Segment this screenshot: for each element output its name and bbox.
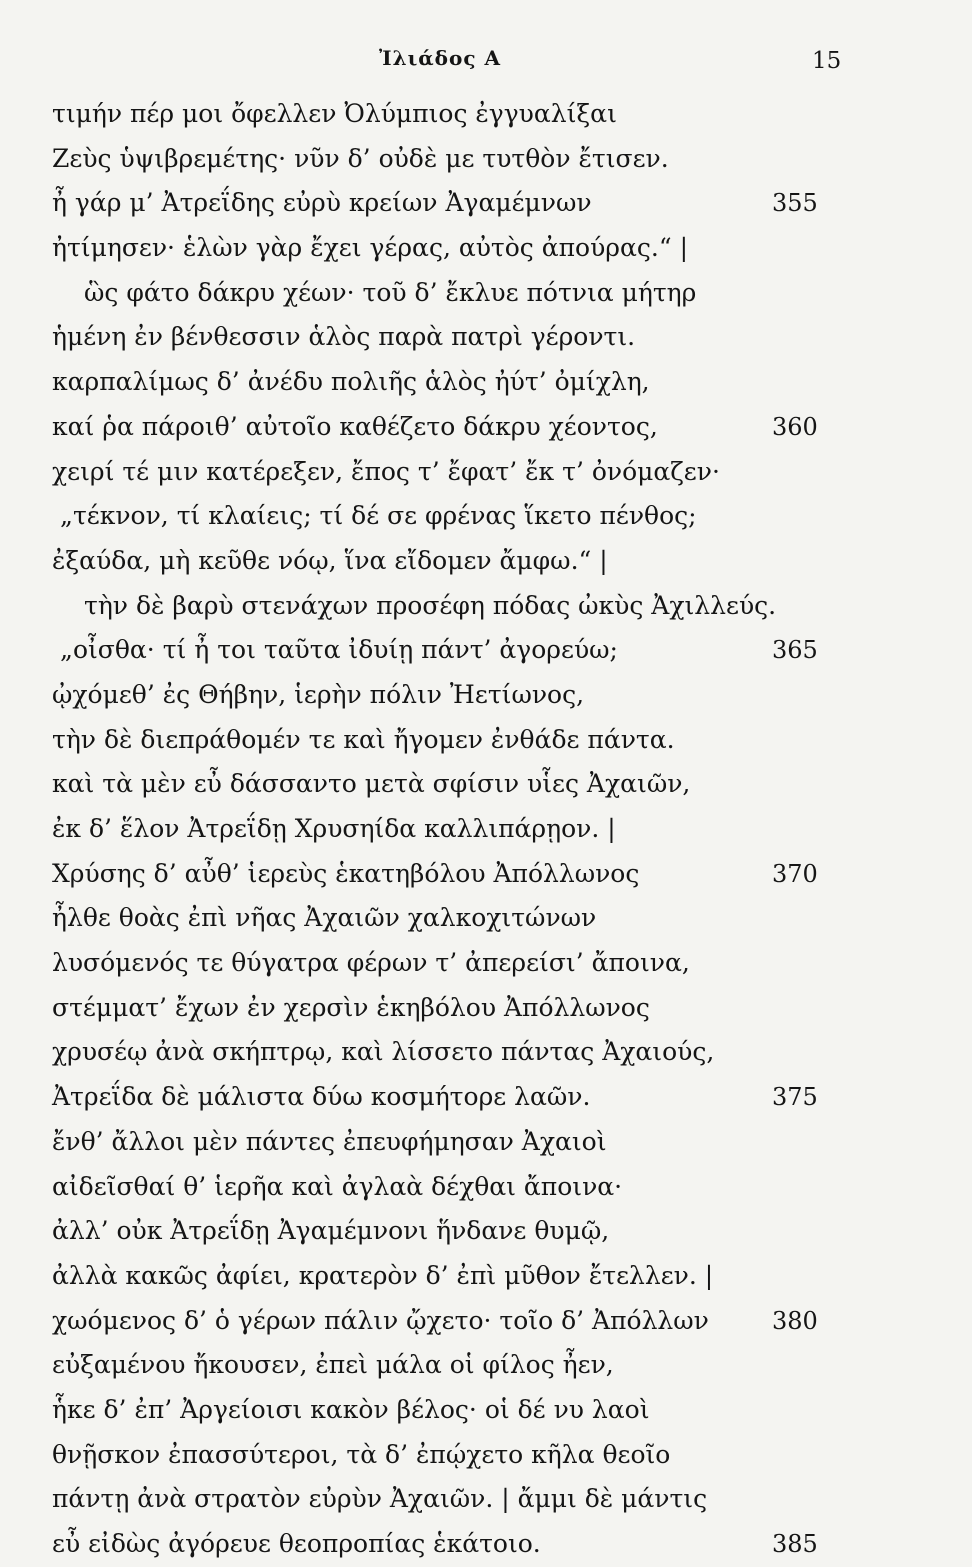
verse-text: ἀλλὰ κακῶς ἀφίει, κρατερὸν δ’ ἐπὶ μῦθον ἔτελλεν. | (52, 1260, 714, 1290)
verse-line (0, 1388, 972, 1433)
verse-text: τὴν δὲ διεπράθομέν τε καὶ ἤγομεν ἐνθάδε πάντα. (52, 724, 675, 754)
verse-text: Χρύσης δ’ αὖθ’ ἱερεὺς ἑκατηβόλου Ἀπόλλωνος (52, 858, 640, 888)
verse-line (0, 941, 972, 986)
verse-text: λυσόμενός τε θύγατρα φέρων τ’ ἀπερείσι’ ἄποινα, (52, 948, 690, 978)
verse-line (0, 405, 972, 450)
verse-text: χειρί τέ μιν κατέρεξεν, ἔπος τ’ ἔφατ’ ἔκ τ’ ὀνόμαζεν· (52, 456, 720, 486)
verse-line (0, 807, 972, 852)
verse-line (0, 1120, 972, 1165)
verse-text: ἡμένη ἐν βένθεσσιν ἁλὸς παρὰ πατρὶ γέροντι. (52, 322, 636, 352)
line-number: 380 (772, 1306, 818, 1335)
line-number: 365 (772, 636, 818, 665)
line-number: 360 (772, 412, 818, 441)
verse-text: στέμματ’ ἔχων ἐν χερσὶν ἑκηβόλου Ἀπόλλωνος (52, 992, 650, 1022)
verse-line (0, 137, 972, 182)
running-head: Ἰλιάδος Α (378, 46, 501, 70)
page-number: 15 (812, 48, 842, 74)
line-number: 375 (772, 1083, 818, 1112)
verse-line (0, 315, 972, 360)
verse-line (0, 1343, 972, 1388)
verse-line (0, 852, 972, 897)
verse-text: ᾠχόμεθ’ ἐς Θήβην, ἱερὴν πόλιν Ἠετίωνος, (52, 679, 585, 709)
verse-text: Ζεὺς ὑψιβρεμέτης· νῦν δ’ οὐδὲ με τυτθὸν ἔτισεν. (52, 143, 669, 173)
verse-block (0, 92, 972, 1567)
verse-line (0, 762, 972, 807)
verse-line (0, 271, 972, 316)
verse-text: ἐκ δ’ ἕλον Ἀτρεΐδῃ Χρυσηίδα καλλιπάρῃον. | (52, 814, 616, 843)
verse-text: ἐξαύδα, μὴ κεῦθε νόῳ, ἵνα εἴδομεν ἄμφω.“ | (52, 545, 608, 575)
verse-text: ἠτίμησεν· ἑλὼν γὰρ ἔχει γέρας, αὐτὸς ἀπούρας.“ | (52, 233, 688, 263)
verse-text: ὣς φάτο δάκρυ χέων· τοῦ δ’ ἔκλυε πότνια μήτηρ (84, 277, 697, 307)
verse-text: ἀλλ’ οὐκ Ἀτρεΐδῃ Ἀγαμέμνονι ἥνδανε θυμῷ, (52, 1216, 610, 1246)
verse-line (0, 450, 972, 495)
line-number: 385 (772, 1530, 818, 1558)
verse-line (0, 718, 972, 763)
verse-text: ἧκε δ’ ἐπ’ Ἀργείοισι κακὸν βέλος· οἱ δέ νυ λαοὶ (52, 1394, 650, 1424)
verse-line (0, 360, 972, 405)
verse-text: τὴν δὲ βαρὺ στενάχων προσέφη πόδας ὠκὺς Ἀχιλλεύς. (84, 590, 777, 620)
verse-text: χωόμενος δ’ ὁ γέρων πάλιν ᾤχετο· τοῖο δ’ Ἀπόλλων (52, 1305, 709, 1335)
page-header (0, 40, 972, 80)
verse-text: „τέκνον, τί κλαίεις; τί δέ σε φρένας ἵκετο πένθος; (60, 501, 697, 531)
verse-line (0, 1433, 972, 1478)
verse-text: „οἶσθα· τί ἦ τοι ταῦτα ἰδυίῃ πάντ’ ἀγορεύω; (60, 635, 618, 665)
verse-line (0, 1209, 972, 1254)
verse-text: θνῇσκον ἐπασσύτεροι, τὰ δ’ ἐπῴχετο κῆλα θεοῖο (52, 1439, 671, 1469)
verse-text: χρυσέῳ ἀνὰ σκήπτρῳ, καὶ λίσσετο πάντας Ἀχαιούς, (52, 1037, 715, 1067)
verse-line (0, 584, 972, 629)
line-number: 370 (772, 859, 818, 888)
verse-line (0, 1165, 972, 1210)
verse-text: ἦλθε θοὰς ἐπὶ νῆας Ἀχαιῶν χαλκοχιτώνων (52, 903, 597, 933)
verse-text: πάντῃ ἀνὰ στρατὸν εὐρὺν Ἀχαιῶν. | ἄμμι δὲ μάντις (52, 1484, 708, 1514)
verse-line (0, 539, 972, 584)
verse-text: εὐξαμένου ἤκουσεν, ἐπεὶ μάλα οἱ φίλος ἦεν, (52, 1350, 614, 1380)
verse-text: καί ῥα πάροιθ’ αὐτοῖο καθέζετο δάκρυ χέοντος, (52, 411, 658, 441)
verse-line (0, 92, 972, 137)
verse-text: εὖ εἰδὼς ἀγόρευε θεοπροπίας ἑκάτοιο. (52, 1529, 541, 1558)
verse-line (0, 1522, 972, 1567)
verse-text: Ἀτρεΐδα δὲ μάλιστα δύω κοσμήτορε λαῶν. (52, 1082, 591, 1112)
verse-line (0, 673, 972, 718)
verse-line (0, 1030, 972, 1075)
verse-line (0, 494, 972, 539)
verse-text: καὶ τὰ μὲν εὖ δάσσαντο μετὰ σφίσιν υἷες Ἀχαιῶν, (52, 769, 691, 799)
verse-line (0, 986, 972, 1031)
verse-line (0, 1075, 972, 1120)
verse-line (0, 896, 972, 941)
verse-text: τιμήν πέρ μοι ὄφελλεν Ὀλύμπιος ἐγγυαλίξαι (52, 99, 617, 128)
verse-line (0, 181, 972, 226)
verse-line (0, 226, 972, 271)
verse-text: αἰδεῖσθαί θ’ ἱερῆα καὶ ἀγλαὰ δέχθαι ἄποινα· (52, 1171, 623, 1201)
verse-text: καρπαλίμως δ’ ἀνέδυ πολιῆς ἁλὸς ἠύτ’ ὀμίχλη, (52, 367, 650, 397)
verse-text: ἦ γάρ μ’ Ἀτρεΐδης εὐρὺ κρείων Ἀγαμέμνων (52, 188, 592, 218)
verse-line (0, 1254, 972, 1299)
verse-line (0, 1299, 972, 1344)
line-number: 355 (772, 189, 818, 218)
verse-text: ἔνθ’ ἄλλοι μὲν πάντες ἐπευφήμησαν Ἀχαιοὶ (52, 1126, 607, 1156)
verse-line (0, 628, 972, 673)
